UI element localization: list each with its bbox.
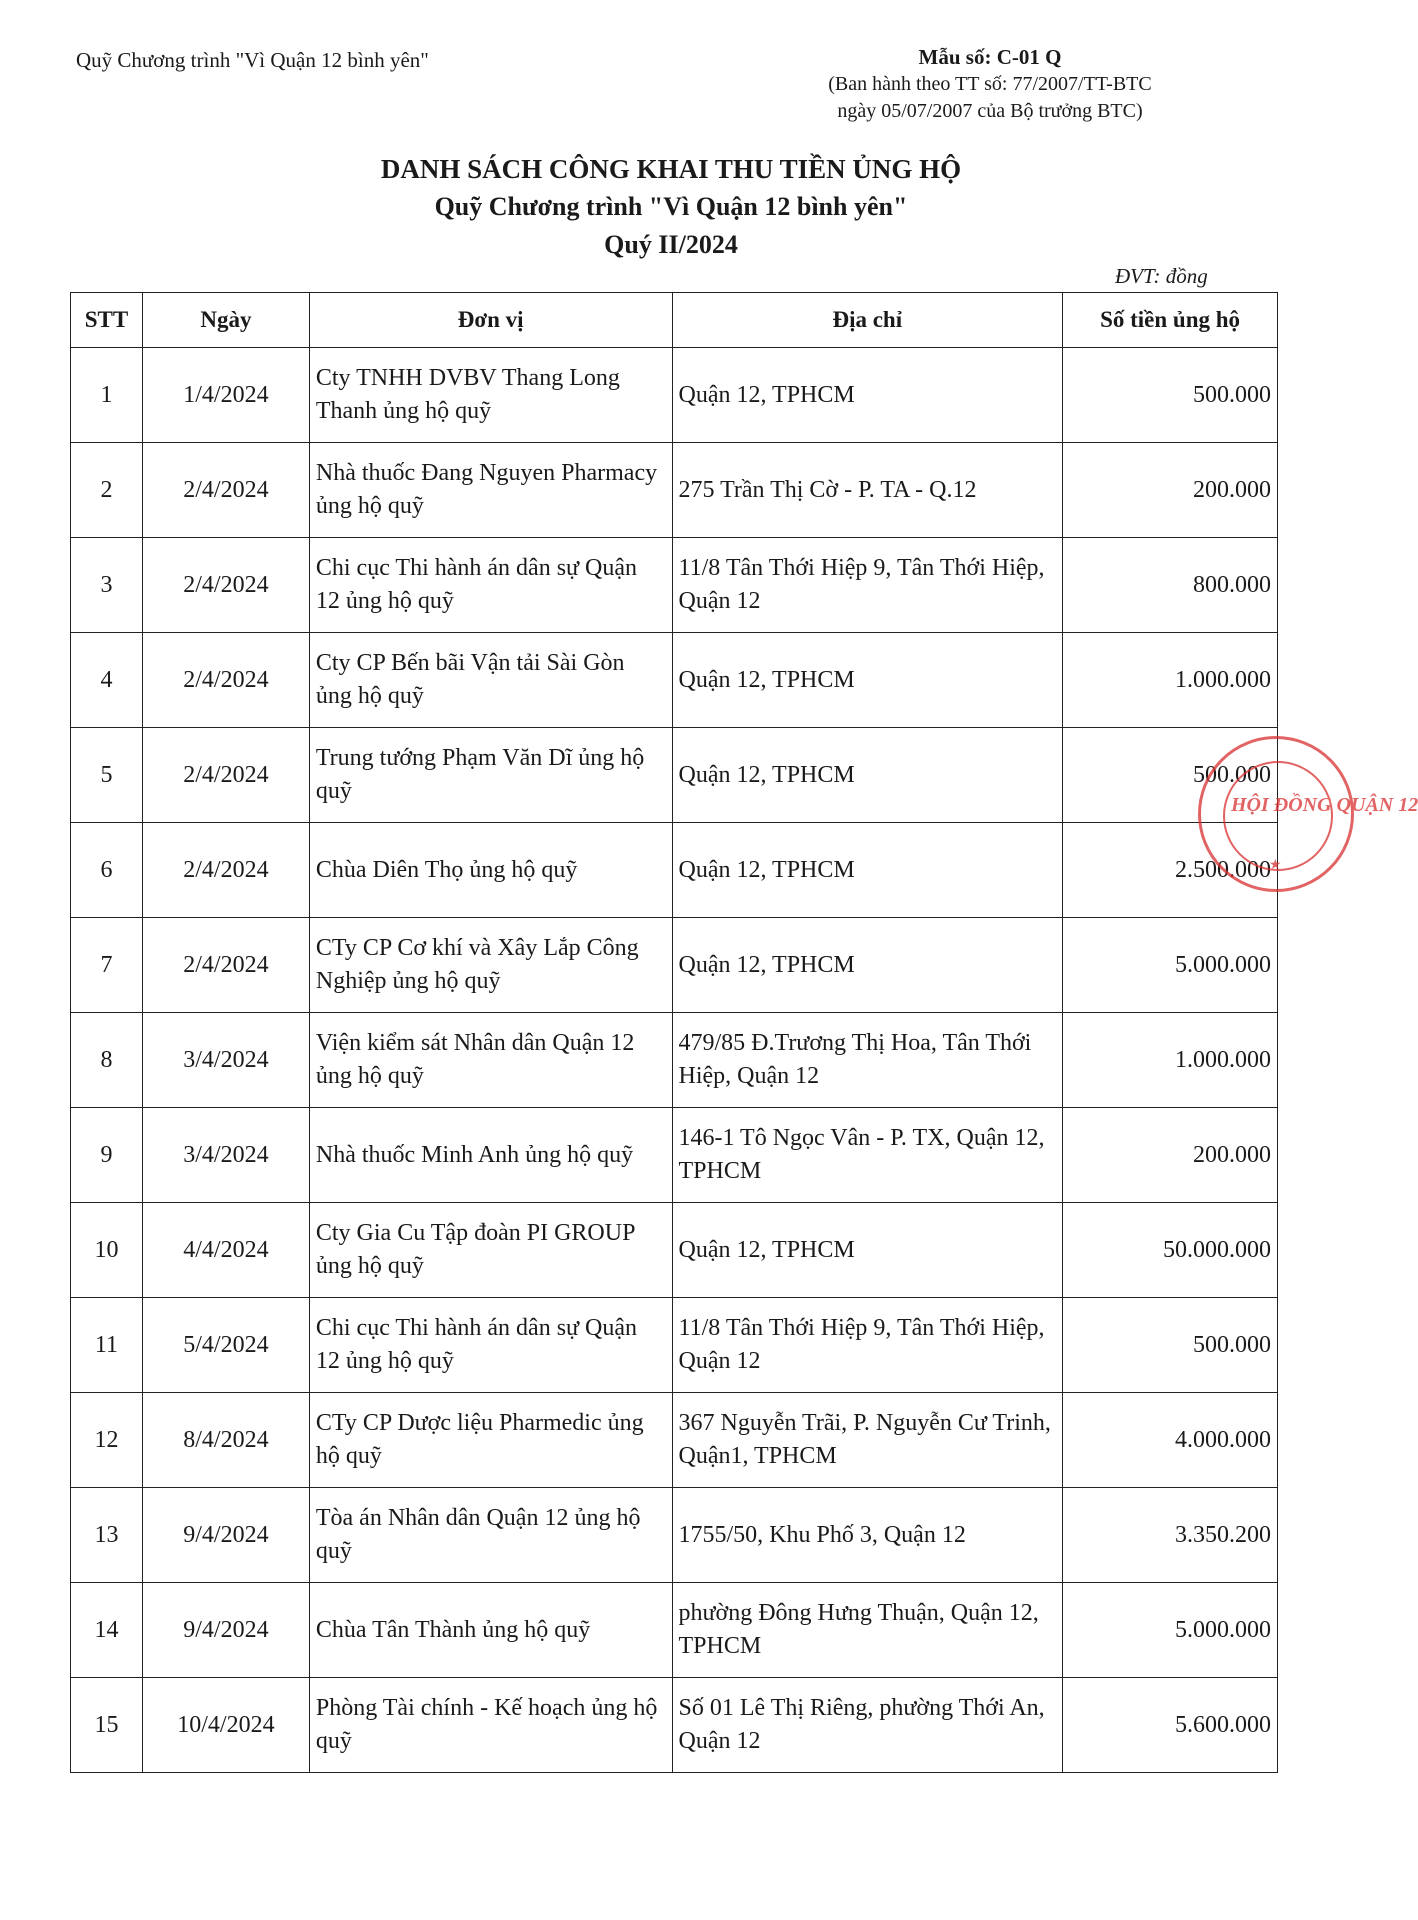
cell-address: phường Đông Hưng Thuận, Quận 12, TPHCM <box>672 1583 1063 1678</box>
cell-amount: 800.000 <box>1063 538 1278 633</box>
document-title <box>0 150 1342 264</box>
cell-unit: CTy CP Dược liệu Pharmedic ủng hộ quỹ <box>309 1393 672 1488</box>
table-row <box>71 1678 1278 1773</box>
cell-date: 1/4/2024 <box>142 348 309 443</box>
donation-table <box>70 292 1278 1773</box>
cell-stt: 8 <box>71 1013 143 1108</box>
cell-address: Quận 12, TPHCM <box>672 728 1063 823</box>
cell-stt: 4 <box>71 633 143 728</box>
col-header-address: Địa chỉ <box>672 293 1063 348</box>
cell-stt: 5 <box>71 728 143 823</box>
cell-address: Quận 12, TPHCM <box>672 633 1063 728</box>
cell-address: 367 Nguyễn Trãi, P. Nguyễn Cư Trinh, Quận1, TPHCM <box>672 1393 1063 1488</box>
cell-unit: Chùa Tân Thành ủng hộ quỹ <box>309 1583 672 1678</box>
col-header-amount: Số tiền ủng hộ <box>1063 293 1278 348</box>
cell-date: 2/4/2024 <box>142 633 309 728</box>
form-info <box>760 44 1220 125</box>
cell-stt: 6 <box>71 823 143 918</box>
title-line-3: Quý II/2024 <box>604 230 738 259</box>
cell-unit: Viện kiểm sát Nhân dân Quận 12 ủng hộ quỹ <box>309 1013 672 1108</box>
form-note-1: (Ban hành theo TT số: 77/2007/TT-BTC <box>828 73 1152 95</box>
cell-stt: 14 <box>71 1583 143 1678</box>
cell-stt: 9 <box>71 1108 143 1203</box>
cell-date: 5/4/2024 <box>142 1298 309 1393</box>
table-row <box>71 443 1278 538</box>
title-line-2: Quỹ Chương trình "Vì Quận 12 bình yên" <box>434 192 908 221</box>
cell-unit: Chùa Diên Thọ ủng hộ quỹ <box>309 823 672 918</box>
unit-note: ĐVT: đồng <box>1115 264 1208 288</box>
table-row <box>71 1013 1278 1108</box>
cell-address: Quận 12, TPHCM <box>672 1203 1063 1298</box>
cell-amount: 500.000 <box>1063 1298 1278 1393</box>
cell-amount: 200.000 <box>1063 443 1278 538</box>
cell-date: 3/4/2024 <box>142 1013 309 1108</box>
table-row <box>71 348 1278 443</box>
cell-unit: Tòa án Nhân dân Quận 12 ủng hộ quỹ <box>309 1488 672 1583</box>
cell-unit: Phòng Tài chính - Kế hoạch ủng hộ quỹ <box>309 1678 672 1773</box>
cell-amount: 500.000 <box>1063 348 1278 443</box>
table-body <box>71 348 1278 1773</box>
table-row <box>71 538 1278 633</box>
title-line-1: DANH SÁCH CÔNG KHAI THU TIỀN ỦNG HỘ <box>380 154 962 184</box>
cell-unit: Cty TNHH DVBV Thang Long Thanh ủng hộ quỹ <box>309 348 672 443</box>
cell-unit: Cty CP Bến bãi Vận tải Sài Gòn ủng hộ quỹ <box>309 633 672 728</box>
table-row <box>71 823 1278 918</box>
cell-date: 2/4/2024 <box>142 538 309 633</box>
cell-amount: 5.600.000 <box>1063 1678 1278 1773</box>
table-row <box>71 1583 1278 1678</box>
table-row <box>71 1298 1278 1393</box>
cell-date: 8/4/2024 <box>142 1393 309 1488</box>
cell-date: 2/4/2024 <box>142 443 309 538</box>
cell-amount: 500.000 <box>1063 728 1278 823</box>
col-header-stt: STT <box>71 293 143 348</box>
cell-date: 2/4/2024 <box>142 728 309 823</box>
table-row <box>71 1488 1278 1583</box>
cell-date: 3/4/2024 <box>142 1108 309 1203</box>
cell-unit: Cty Gia Cu Tập đoàn PI GROUP ủng hộ quỹ <box>309 1203 672 1298</box>
col-header-unit: Đơn vị <box>309 293 672 348</box>
cell-address: 146-1 Tô Ngọc Vân - P. TX, Quận 12, TPHCM <box>672 1108 1063 1203</box>
table-row <box>71 1393 1278 1488</box>
cell-stt: 1 <box>71 348 143 443</box>
cell-unit: Nhà thuốc Đang Nguyen Pharmacy ủng hộ quỹ <box>309 443 672 538</box>
cell-address: Quận 12, TPHCM <box>672 823 1063 918</box>
star-icon: ★ <box>1269 858 1282 873</box>
cell-unit: Nhà thuốc Minh Anh ủng hộ quỹ <box>309 1108 672 1203</box>
org-name: Quỹ Chương trình "Vì Quận 12 bình yên" <box>76 48 429 72</box>
cell-stt: 3 <box>71 538 143 633</box>
cell-address: 1755/50, Khu Phố 3, Quận 12 <box>672 1488 1063 1583</box>
col-header-date: Ngày <box>142 293 309 348</box>
stamp-text: HỘI ĐỒNG QUẬN 12 <box>1231 794 1418 816</box>
cell-amount: 5.000.000 <box>1063 918 1278 1013</box>
table-row <box>71 1108 1278 1203</box>
cell-stt: 10 <box>71 1203 143 1298</box>
cell-stt: 13 <box>71 1488 143 1583</box>
cell-date: 9/4/2024 <box>142 1583 309 1678</box>
cell-amount: 2.500.000 <box>1063 823 1278 918</box>
cell-address: 479/85 Đ.Trương Thị Hoa, Tân Thới Hiệp, Quận 12 <box>672 1013 1063 1108</box>
cell-date: 9/4/2024 <box>142 1488 309 1583</box>
table-row <box>71 633 1278 728</box>
cell-stt: 12 <box>71 1393 143 1488</box>
cell-date: 2/4/2024 <box>142 918 309 1013</box>
cell-unit: Trung tướng Phạm Văn Dĩ ủng hộ quỹ <box>309 728 672 823</box>
cell-date: 10/4/2024 <box>142 1678 309 1773</box>
cell-date: 4/4/2024 <box>142 1203 309 1298</box>
cell-unit: Chi cục Thi hành án dân sự Quận 12 ủng hộ quỹ <box>309 538 672 633</box>
table-row <box>71 728 1278 823</box>
table-row <box>71 918 1278 1013</box>
cell-address: 11/8 Tân Thới Hiệp 9, Tân Thới Hiệp, Quận 12 <box>672 538 1063 633</box>
cell-unit: CTy CP Cơ khí và Xây Lắp Công Nghiệp ủng hộ quỹ <box>309 918 672 1013</box>
cell-amount: 200.000 <box>1063 1108 1278 1203</box>
cell-address: 11/8 Tân Thới Hiệp 9, Tân Thới Hiệp, Quận 12 <box>672 1298 1063 1393</box>
table-header-row <box>71 293 1278 348</box>
table-row <box>71 1203 1278 1298</box>
cell-amount: 3.350.200 <box>1063 1488 1278 1583</box>
cell-address: Quận 12, TPHCM <box>672 918 1063 1013</box>
cell-amount: 1.000.000 <box>1063 633 1278 728</box>
cell-address: Quận 12, TPHCM <box>672 348 1063 443</box>
official-red-stamp <box>1198 736 1418 892</box>
form-note-2: ngày 05/07/2007 của Bộ trưởng BTC) <box>837 100 1143 122</box>
form-code: Mẫu số: C-01 Q <box>918 45 1062 69</box>
cell-unit: Chi cục Thi hành án dân sự Quận 12 ủng hộ quỹ <box>309 1298 672 1393</box>
cell-date: 2/4/2024 <box>142 823 309 918</box>
cell-amount: 4.000.000 <box>1063 1393 1278 1488</box>
cell-stt: 2 <box>71 443 143 538</box>
cell-address: 275 Trần Thị Cờ - P. TA - Q.12 <box>672 443 1063 538</box>
cell-address: Số 01 Lê Thị Riêng, phường Thới An, Quận 12 <box>672 1678 1063 1773</box>
cell-stt: 11 <box>71 1298 143 1393</box>
cell-amount: 50.000.000 <box>1063 1203 1278 1298</box>
cell-stt: 15 <box>71 1678 143 1773</box>
cell-stt: 7 <box>71 918 143 1013</box>
cell-amount: 5.000.000 <box>1063 1583 1278 1678</box>
cell-amount: 1.000.000 <box>1063 1013 1278 1108</box>
